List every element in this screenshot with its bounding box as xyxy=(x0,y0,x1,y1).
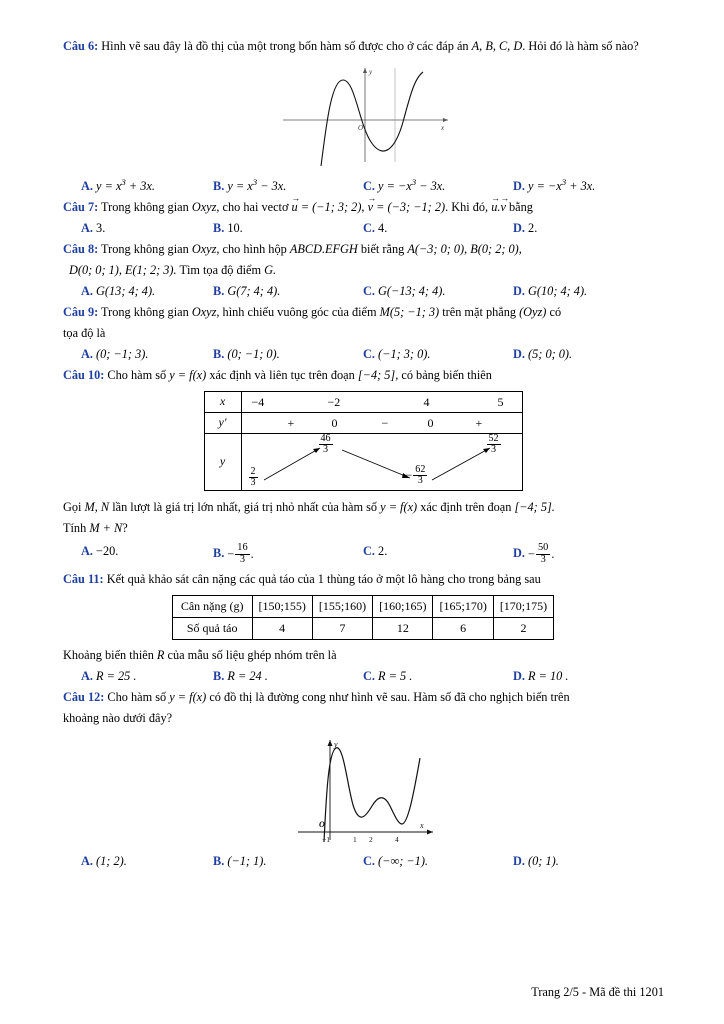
question-10-options xyxy=(63,543,663,566)
vector-v-coords: = (−3; −1; 2) xyxy=(373,200,446,215)
option-d-text: $y = -x^3 + 3x$. xyxy=(528,176,596,193)
option-a-letter: A. xyxy=(81,283,93,298)
figure1-x-label: x xyxy=(441,123,445,132)
option-b-letter: B. xyxy=(213,668,225,683)
option-b[interactable] xyxy=(213,853,363,870)
vector-v: v → xyxy=(368,199,373,217)
option-d-letter: D. xyxy=(513,346,525,361)
question-9-line1-b: Oxyz, xyxy=(191,305,220,320)
x-val-2: 4 xyxy=(423,394,430,409)
question-8-line2 xyxy=(63,262,663,280)
option-a-letter: A. xyxy=(81,853,93,868)
header-cell-0: Cân nặng (g) xyxy=(172,595,252,617)
option-b-letter: B. xyxy=(213,220,225,235)
option-c[interactable] xyxy=(363,220,513,237)
header-cell-1: [150;155) xyxy=(252,595,312,617)
option-b-text: 10. xyxy=(227,220,243,235)
option-d-letter: D. xyxy=(513,220,525,235)
sign-2: − xyxy=(381,415,389,430)
question-7-options xyxy=(63,220,663,237)
question-7-text-a: Trong không gian xyxy=(101,200,189,215)
question-11-label: Câu 11: xyxy=(63,572,104,587)
question-8-line2-c: Tìm tọa độ điểm xyxy=(179,262,262,277)
option-c[interactable] xyxy=(363,283,513,300)
x-val-0: −4 xyxy=(251,394,265,409)
question-12-options xyxy=(63,853,663,870)
option-d-text: (5; 0; 0). xyxy=(528,346,573,361)
option-a-letter: A. xyxy=(81,178,93,193)
question-8-line2-a: D(0; 0; 1), xyxy=(69,262,122,277)
question-8-line1-a: Trong không gian xyxy=(101,242,189,257)
question-7-label: Câu 7: xyxy=(63,200,99,215)
option-c-letter: C. xyxy=(363,668,375,683)
option-d-letter: D. xyxy=(513,283,525,298)
variation-table-wrapper xyxy=(63,391,663,491)
question-8-options xyxy=(63,283,663,300)
y-val-1: $\frac{46}{3}$ xyxy=(320,432,331,456)
option-c[interactable] xyxy=(363,668,513,685)
header-cell-3: [160;165) xyxy=(373,595,433,617)
table-row xyxy=(172,617,553,639)
variation-x-values xyxy=(241,391,522,412)
question-10-line1-a: Cho hàm số xyxy=(107,367,167,382)
question-9-line1-c: hình chiếu vuông góc của điểm xyxy=(222,305,377,320)
question-9-line1-e: trên mặt phẳng xyxy=(442,305,516,320)
question-12-line1-a: Cho hàm số xyxy=(107,689,167,704)
q10-after-f: [−4; 5]. xyxy=(514,499,555,514)
question-9-options xyxy=(63,346,663,363)
option-d-letter: D. xyxy=(513,853,525,868)
sign-4: + xyxy=(475,415,483,430)
vector-u: u → xyxy=(292,199,298,217)
figure1-origin-label: O xyxy=(358,123,364,132)
figure-cubic-graph-1 xyxy=(63,62,663,172)
variation-table xyxy=(204,391,523,491)
option-c[interactable] xyxy=(363,543,513,566)
sign-0: + xyxy=(287,415,295,430)
figure-quartic-graph-2 xyxy=(63,732,663,850)
option-d[interactable] xyxy=(513,543,663,566)
question-10-after-line1 xyxy=(63,499,663,517)
apple-table-wrapper xyxy=(63,595,663,640)
row-cell-3: 12 xyxy=(373,617,433,639)
option-d-letter: D. xyxy=(513,668,525,683)
figure2-tick-2: 2 xyxy=(369,834,373,844)
vector-u-coords: = (−1; 3; 2) xyxy=(297,200,362,215)
question-11-after xyxy=(63,647,663,665)
question-7-text-d: . Khi đó, xyxy=(445,200,489,215)
variation-label-yprime: y′ xyxy=(204,412,241,433)
header-cell-4: [165;170) xyxy=(433,595,493,617)
option-a[interactable] xyxy=(63,853,213,870)
question-10-line1-e: có bảng biến thiên xyxy=(401,367,492,382)
apple-weight-table xyxy=(172,595,554,640)
option-b-letter: B. xyxy=(213,853,225,868)
variation-row-y xyxy=(204,433,522,490)
question-8 xyxy=(63,241,663,259)
header-cell-2: [155;160) xyxy=(312,595,372,617)
option-d-text: − $\frac{50}{3}$ . xyxy=(528,542,555,566)
variation-sign-values xyxy=(241,412,522,433)
option-a[interactable] xyxy=(63,543,213,566)
sign-1: 0 xyxy=(331,415,338,430)
question-12 xyxy=(63,689,663,707)
option-d-text: G(10; 4; 4). xyxy=(528,283,588,298)
question-9-line1-a: Trong không gian xyxy=(101,305,189,320)
option-c-text: (−1; 3; 0). xyxy=(378,346,431,361)
q10-after-a: Gọi xyxy=(63,499,82,514)
q11-after-a: Khoảng biến thiên xyxy=(63,647,154,662)
option-b-letter: B. xyxy=(213,346,225,361)
option-c-letter: C. xyxy=(363,283,375,298)
option-d-text: (0; 1). xyxy=(528,853,559,868)
variation-y-values xyxy=(241,433,522,490)
question-10-label: Câu 10: xyxy=(63,367,105,382)
option-c-letter: C. xyxy=(363,544,375,559)
question-10-line1-c: xác định và liên tục trên đoạn xyxy=(209,367,355,382)
figure2-tick-4: 4 xyxy=(395,834,399,844)
question-9-line1-d: M(5; −1; 3) xyxy=(379,305,440,320)
option-a-text: G(13; 4; 4). xyxy=(96,283,156,298)
variation-row-x xyxy=(204,391,522,412)
question-8-line2-b: E(1; 2; 3). xyxy=(125,262,177,277)
question-8-line1-f: A(−3; 0; 0), xyxy=(407,242,468,257)
option-a-text: 3. xyxy=(96,220,106,235)
q11-after-c: của mẫu số liệu ghép nhóm trên là xyxy=(167,647,337,662)
figure2-tick-1: 1 xyxy=(353,834,357,844)
table-row-header xyxy=(172,595,553,617)
option-a-text: $y = x^3 + 3x$. xyxy=(96,176,155,193)
question-8-line1-b: Oxyz, xyxy=(191,242,220,257)
figure2-tick--1: −1 xyxy=(322,834,330,844)
question-9 xyxy=(63,304,663,322)
q10-after-i: ? xyxy=(122,520,128,535)
q10-after-g: Tính xyxy=(63,520,87,535)
sign-3: 0 xyxy=(427,415,434,430)
option-c[interactable] xyxy=(363,346,513,363)
y-val-2: − $\frac{62}{3}$ xyxy=(405,463,426,487)
option-d[interactable] xyxy=(513,853,663,870)
option-b-text: − $\frac{16}{3}$ . xyxy=(227,542,254,566)
option-c-text: (−∞; −1). xyxy=(378,853,428,868)
row-cell-4: 6 xyxy=(433,617,493,639)
q10-after-b: M, N xyxy=(84,499,110,514)
question-8-line2-d: G. xyxy=(264,262,277,277)
q11-after-b: R xyxy=(156,647,165,662)
option-c-letter: C. xyxy=(363,220,375,235)
question-12-label: Câu 12: xyxy=(63,689,105,704)
option-d-text: R = 10 . xyxy=(528,668,569,683)
q10-after-d: y = f(x) xyxy=(380,499,418,514)
option-a-letter: A. xyxy=(81,220,93,235)
figure1-y-label: y xyxy=(369,67,373,76)
option-a-letter: A. xyxy=(81,544,93,559)
question-12-line1-c: có đồ thị là đường cong như hình vẽ sau. Hàm số đã cho nghịch biến trên xyxy=(209,689,570,704)
option-c-text: R = 5 . xyxy=(378,668,413,683)
figure2-x-label: x xyxy=(420,820,424,830)
question-8-label: Câu 8: xyxy=(63,242,99,257)
question-10-line1-b: y = f(x) xyxy=(169,367,207,382)
question-9-line1-f: (Oyz) xyxy=(519,305,547,320)
option-a[interactable] xyxy=(63,176,213,195)
option-c-letter: C. xyxy=(363,853,375,868)
option-b-letter: B. xyxy=(213,178,225,193)
question-9-line1-g: có xyxy=(549,305,562,320)
x-val-3: 5 xyxy=(497,394,504,409)
option-c-text: 4. xyxy=(378,220,388,235)
q10-after-e: xác định trên đoạn xyxy=(420,499,512,514)
option-c-text: 2. xyxy=(378,544,388,559)
question-10-after-line2 xyxy=(63,520,663,538)
question-8-line1-g: B(0; 2; 0), xyxy=(470,242,522,257)
option-a[interactable] xyxy=(63,346,213,363)
option-d-text: 2. xyxy=(528,220,538,235)
option-c-text: $y = -x^3 - 3x$. xyxy=(378,176,446,193)
row-cell-2: 7 xyxy=(312,617,372,639)
question-8-line1-c: cho hình hộp xyxy=(222,242,287,257)
option-b-text: G(7; 4; 4). xyxy=(227,283,281,298)
y-val-3: $\frac{52}{3}$ xyxy=(488,432,499,456)
q10-after-c: lần lượt là giá trị lớn nhất, giá trị nhỏ nhất của hàm số xyxy=(112,499,378,514)
option-b[interactable] xyxy=(213,283,363,300)
option-c-letter: C. xyxy=(363,346,375,361)
question-6-text2: A, B, C, D xyxy=(471,39,523,53)
header-cell-5: [170;175) xyxy=(493,595,553,617)
option-b[interactable] xyxy=(213,543,363,566)
option-d[interactable] xyxy=(513,176,663,195)
option-d[interactable] xyxy=(513,283,663,300)
option-a-text: (0; −1; 3). xyxy=(96,346,149,361)
figure2-origin-label: O xyxy=(319,819,325,829)
option-a[interactable] xyxy=(63,283,213,300)
option-b-text: $y = x^3 - 3x$. xyxy=(227,176,287,193)
option-b[interactable] xyxy=(213,220,363,237)
variation-label-x: x xyxy=(204,391,241,412)
option-a[interactable] xyxy=(63,220,213,237)
question-10 xyxy=(63,367,663,385)
option-b[interactable] xyxy=(213,176,363,195)
question-6 xyxy=(63,38,663,56)
question-6-label: Câu 6: xyxy=(63,39,99,53)
option-b-text: R = 24 . xyxy=(227,668,268,683)
option-d-letter: D. xyxy=(513,178,525,193)
option-b-letter: B. xyxy=(213,546,225,561)
question-8-line1-d: ABCD.EFGH xyxy=(289,242,358,257)
x-val-1: −2 xyxy=(327,394,341,409)
question-7-text-c: cho hai vectơ xyxy=(222,200,289,215)
vector-u-dot: u → xyxy=(491,199,497,217)
page-footer: Trang 2/5 - Mã đề thi 1201 xyxy=(531,985,664,999)
row-cell-0: Số quả táo xyxy=(172,617,252,639)
option-b-text: (0; −1; 0). xyxy=(227,346,280,361)
row-cell-1: 4 xyxy=(252,617,312,639)
q10-after-h: M + N xyxy=(89,520,123,535)
question-7: Câu 7: Trong không gian Oxyz, cho hai vectơ u → = (−1; 3; 2), v → = (−3; −1; 2). Khi đó, u →.v → bằng xyxy=(63,199,663,217)
y-val-0: $\frac{2}{3}$ xyxy=(250,465,256,489)
question-7-text-b: Oxyz, xyxy=(191,200,220,215)
vector-v-dot: v → xyxy=(500,199,505,217)
option-c-text: G(−13; 4; 4). xyxy=(378,283,446,298)
option-d[interactable] xyxy=(513,220,663,237)
option-c[interactable] xyxy=(363,853,513,870)
question-11-text: Kết quả khảo sát cân nặng các quả táo của 1 thùng táo ở một lô hàng cho trong bảng sau xyxy=(106,572,541,587)
option-c-letter: C. xyxy=(363,178,375,193)
question-6-text3: . Hỏi đó là hàm số nào? xyxy=(522,39,639,53)
option-a-letter: A. xyxy=(81,346,93,361)
option-d[interactable] xyxy=(513,346,663,363)
question-9-label: Câu 9: xyxy=(63,305,99,320)
question-8-line1-e: biết rằng xyxy=(360,242,405,257)
question-6-options xyxy=(63,176,663,195)
option-d[interactable] xyxy=(513,668,663,685)
page-content xyxy=(63,38,663,874)
question-11-options xyxy=(63,668,663,685)
option-b[interactable] xyxy=(213,668,363,685)
variation-row-yprime xyxy=(204,412,522,433)
option-b-letter: B. xyxy=(213,283,225,298)
question-10-line1-d: [−4; 5], xyxy=(357,367,399,382)
question-12-line1-b: y = f(x) xyxy=(169,689,207,704)
question-11 xyxy=(63,571,663,589)
option-a-text: (1; 2). xyxy=(96,853,127,868)
option-d-letter: D. xyxy=(513,546,525,561)
variation-label-y: y xyxy=(204,433,241,490)
row-cell-5: 2 xyxy=(493,617,553,639)
option-a-text: −20. xyxy=(96,544,119,559)
question-12-line2: khoảng nào dưới đây? xyxy=(63,710,173,725)
option-b[interactable] xyxy=(213,346,363,363)
option-b-text: (−1; 1). xyxy=(227,853,267,868)
question-6-text: Hình vẽ sau đây là đồ thị của một trong bốn hàm số được cho ở các đáp án xyxy=(101,39,469,53)
option-a[interactable] xyxy=(63,668,213,685)
question-9-line2: tọa độ là xyxy=(63,325,106,340)
option-a-letter: A. xyxy=(81,668,93,683)
option-a-text: R = 25 . xyxy=(96,668,137,683)
question-7-text-e: bằng xyxy=(508,200,533,215)
figure2-y-label: y xyxy=(334,739,338,749)
